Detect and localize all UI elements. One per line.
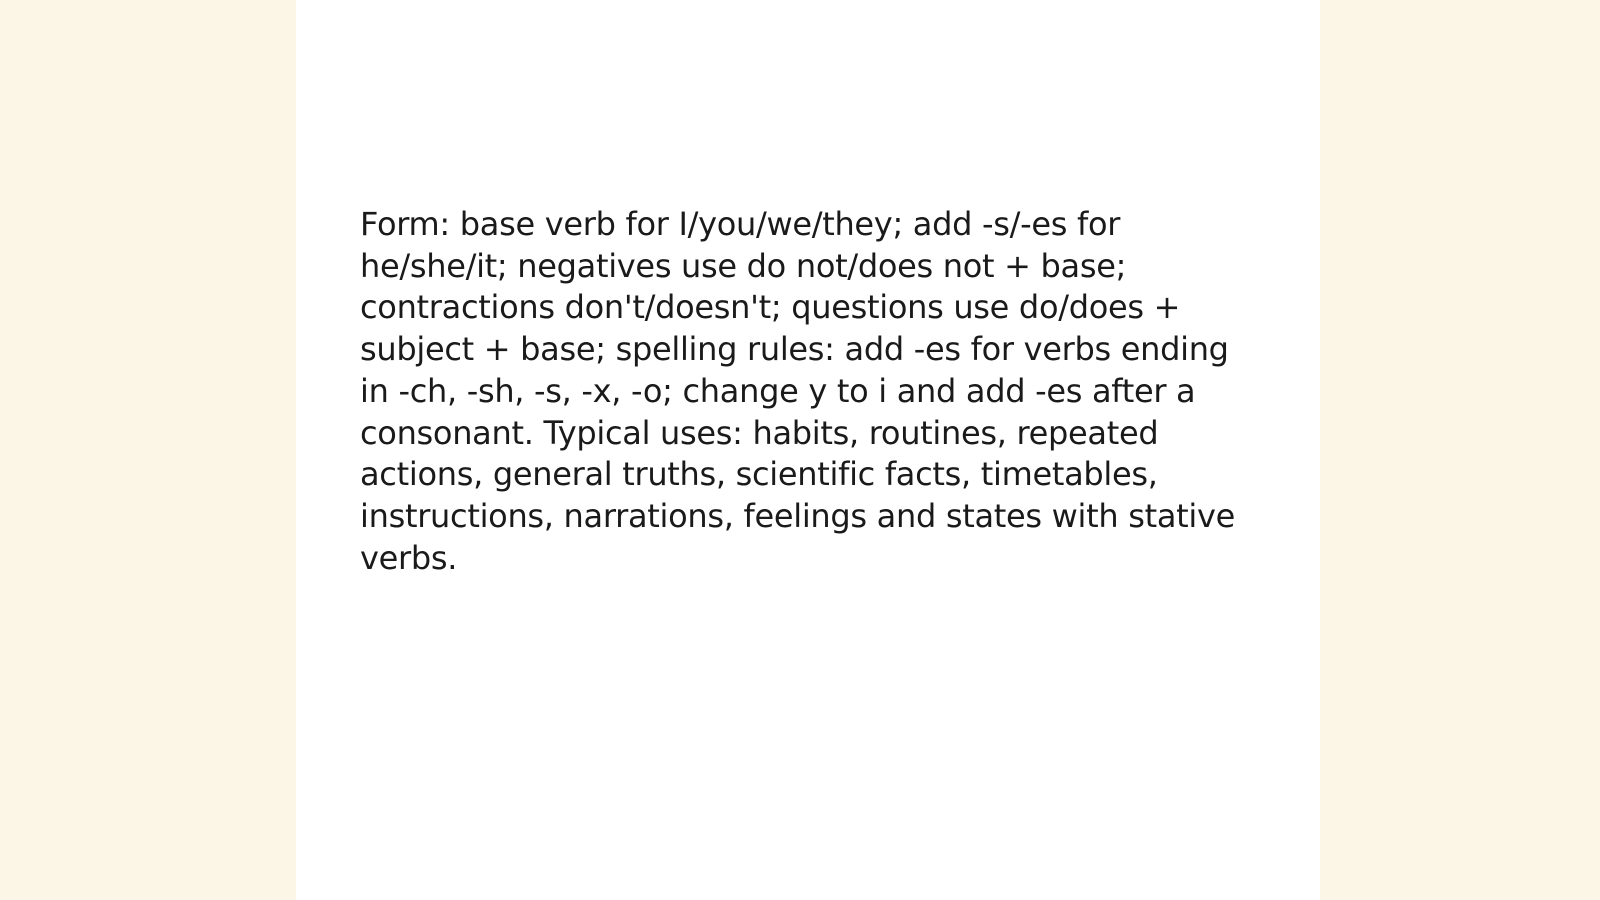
slide-canvas <box>296 0 1320 900</box>
right-margin-panel <box>1320 0 1600 900</box>
left-margin-panel <box>0 0 296 900</box>
slide-body-text: Form: base verb for I/you/we/they; add -s/-es for he/she/it; negatives use do not/does not + base; contractions don't/doesn't; questions use do/does + subject + base; spelling rules: add -es for verbs ending in -ch, -sh, -s, -x, -o; change y to i and add -es after a consonant. Typical uses: habits, routines, repeated actions, general truths, scientific facts, timetables, instructions, narrations, feelings and states with stative verbs. <box>360 205 1235 577</box>
